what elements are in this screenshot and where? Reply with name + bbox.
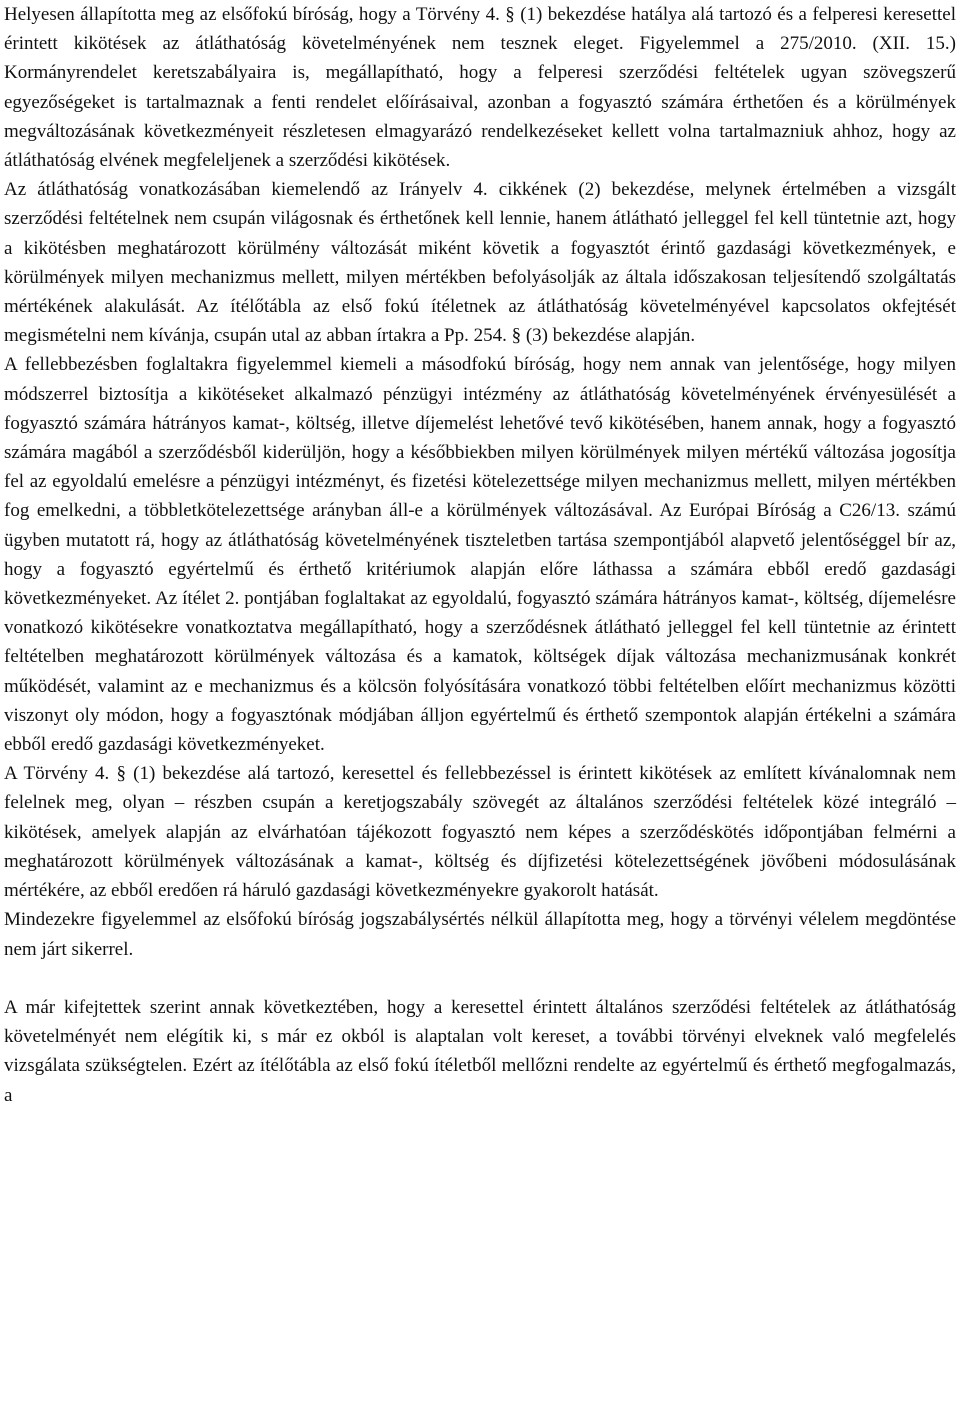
document-page xyxy=(4,0,956,1110)
paragraph-directive-article: Az átláthatóság vonatkozásában kiemelendő az Irányelv 4. cikkének (2) bekezdése, melynek értelmében a vizsgált szerződési feltételnek nem csupán világosnak és érthetőnek kell lennie, hanem átlátható jelleggel fel kell tüntetnie azt, hogy a kikötésben meghatározott körülmény változását miként követik a fogyasztót érintő gazdasági következmények, e körülmények milyen mechanizmus mellett, milyen mértékben befolyásolják az általa időszakosan teljesítendő szolgáltatás mértékének alakulását. Az ítélőtábla az első fokú ítéletnek az átláthatóság követelményével kapcsolatos okfejtését megismételni nem kívánja, csupán utal az abban írtakra a Pp. 254. § (3) bekezdése alapján. xyxy=(4,179,956,347)
paragraph-act-section: A Törvény 4. § (1) bekezdése alá tartozó, keresettel és fellebbezéssel is érintett kikötések az említett kívánalomnak nem felelnek meg, olyan – részben csupán a keretjogszabály szövegét az általános szerződési feltételek közé integráló – kikötések, amelyek alapján az elvárhatóan tájékozott fogyasztó nem képes a szerződéskötés időpontjában felmérni a meghatározott körülmények változásának a kamat-, költség és díjfizetési kötelezettségének jövőbeni módosulásának mértékére, az ebből eredően rá háruló gazdasági következményekre gyakorolt hatását. xyxy=(4,763,956,902)
paragraph-appeal-considerations: A fellebbezésben foglaltakra figyelemmel kiemeli a másodfokú bíróság, hogy nem annak van jelentősége, hogy milyen módszerrel biztosítja a kikötéseket alkalmazó pénzügyi intézmény az átláthatóság követelményének érvényesülését a fogyasztó számára hátrányos kamat-, költség, illetve díjemelést lehetővé tevő kikötésében, hanem annak, hogy a fogyasztó számára magából a szerződésből kiderüljön, hogy a későbbiekben milyen körülmények milyen mértékű változása jogosítja fel az egyoldalú emelésre a pénzügyi intézményt, és fizetési kötelezettsége milyen mechanizmus mellett, milyen mértékben fog emelkedni, a többletkötelezettsége arányban áll-e a körülmények változásával. Az Európai Bíróság a C26/13. számú ügyben mutatott rá, hogy az átláthatóság követelményének tiszteletben tartása szempontjából alapvető jelentőséggel bír az, hogy a fogyasztó egyértelmű és érthető kritériumok alapján előre láthassa a számára ebből eredő gazdasági következményeket. Az ítélet 2. pontjában foglaltakat az egyoldalú, fogyasztó számára hátrányos kamat-, költség, díjemelésre vonatkozó kikötésekre vonatkoztatva megállapítható, hogy a szerződésnek átlátható jelleggel fel kell tüntetnie az érintett feltételben meghatározott körülmények változása és a kamatok, költségek díjak változása mechanizmusának konkrét működését, valamint az e mechanizmus és a kölcsön folyósítására vonatkozó többi feltételben előírt mechanizmus közötti viszonyt oly módon, hogy a fogyasztónak módjában álljon egyértelmű és érthető szempontok alapján értékelni a számára ebből eredő gazdasági következményeket. xyxy=(4,354,956,756)
paragraph-gap xyxy=(4,964,956,993)
paragraph-presumption: Mindezekre figyelemmel az elsőfokú bíróság jogszabálysértés nélkül állapította meg, hogy a törvényi vélelem megdöntése nem járt sikerrel. xyxy=(4,909,956,960)
paragraph-conclusion: A már kifejtettek szerint annak következtében, hogy a keresettel érintett általános szerződési feltételek az átláthatóság követelményét nem elégítik ki, s már ez okból is alaptalan volt kereset, a további törvényi elveknek való megfelelés vizsgálata szükségtelen. Ezért az ítélőtábla az első fokú ítéletből mellőzni rendelte az egyértelmű és érthető megfogalmazás, a xyxy=(4,996,956,1106)
paragraph-transparency-finding: Helyesen állapította meg az elsőfokú bíróság, hogy a Törvény 4. § (1) bekezdése hatálya alá tartozó és a felperesi keresettel érintett kikötések az átláthatóság követelményének nem tesznek eleget. Figyelemmel a 275/2010. (XII. 15.) Kormányrendelet keretszabályaira is, megállapítható, hogy a felperesi szerződési feltételek ugyan szövegszerű egyezőségeket is tartalmaznak a fenti rendelet előírásaival, azonban a fogyasztó számára érthetően és a körülmények megváltozásának következményeit részletesen elmagyarázó rendelkezéseket kellett volna tartalmazniuk ahhoz, hogy az átláthatóság elvének megfeleljenek a szerződési kikötések. xyxy=(4,4,956,172)
